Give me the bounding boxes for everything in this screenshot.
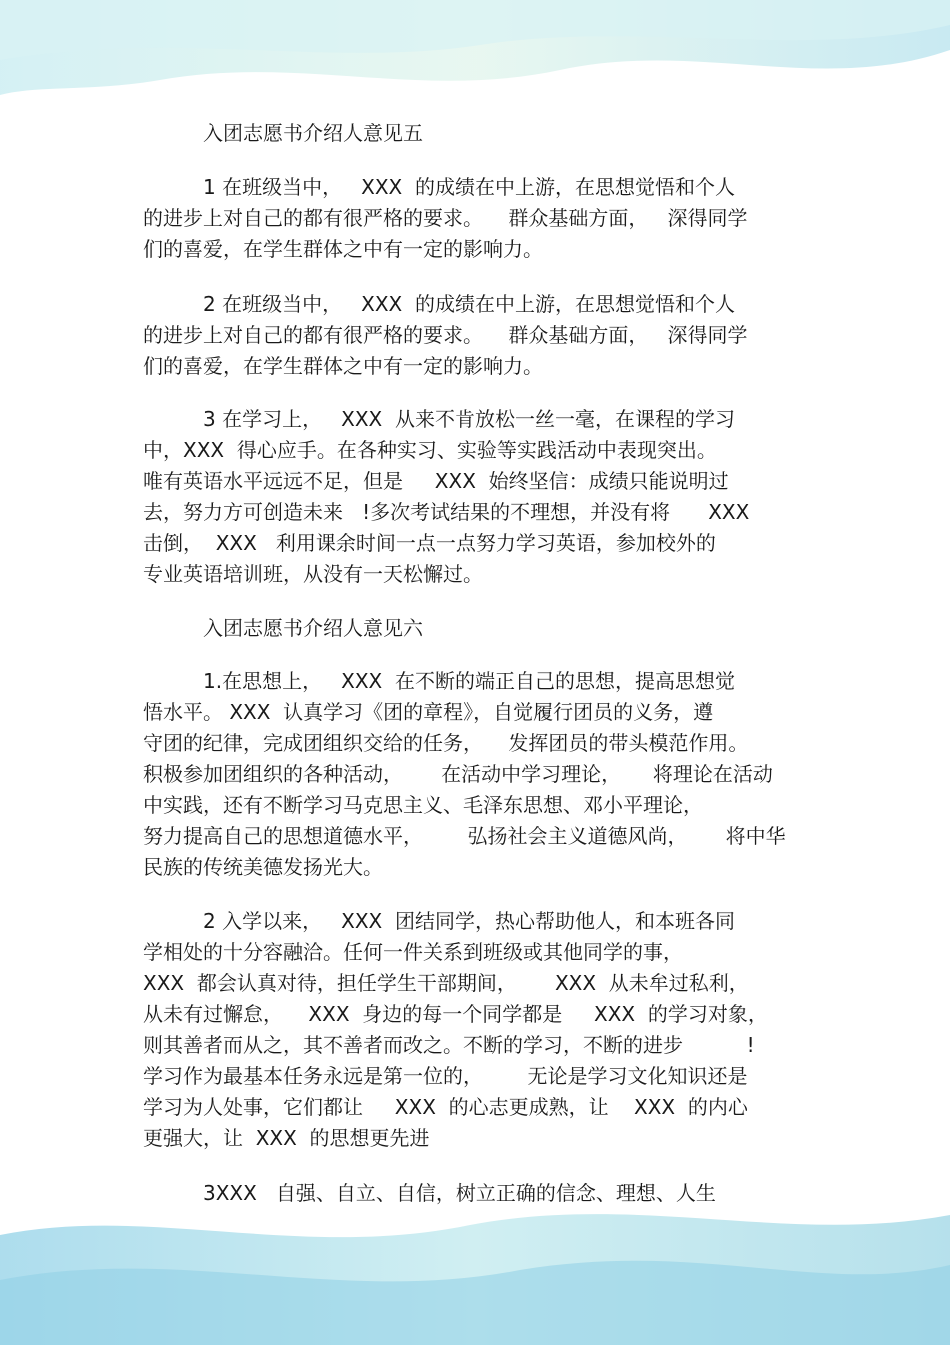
text-line: 悟水平。 XXX 认真学习《团的章程》，自觉履行团员的义务，遵 [143, 700, 714, 724]
text-line: 1 在班级当中， XXX 的成绩在中上游，在思想觉悟和个人 [203, 175, 735, 199]
text-line: 们的喜爱，在学生群体之中有一定的影响力。 [143, 354, 543, 378]
text-line: 3 在学习上， XXX 从来不肯放松一丝一毫，在课程的学习 [203, 407, 735, 431]
text-line: 2 在班级当中， XXX 的成绩在中上游，在思想觉悟和个人 [203, 292, 735, 316]
text-line: 们的喜爱，在学生群体之中有一定的影响力。 [143, 237, 543, 261]
section-heading: 入团志愿书介绍人意见六 [203, 616, 423, 640]
text-line: 努力提高自己的思想道德水平， 弘扬社会主义道德风尚， 将中华 [143, 824, 786, 848]
text-line: XXX 都会认真对待，担任学生干部期间， XXX 从未牟过私利， [143, 971, 749, 995]
text-line: 更强大，让 XXX 的思想更先进 [143, 1126, 430, 1150]
text-line: 中，XXX 得心应手。在各种实习、实验等实践活动中表现突出。 [143, 438, 717, 462]
text-line: 学习作为最基本任务永远是第一位的， 无论是学习文化知识还是 [143, 1064, 748, 1088]
paragraph [143, 172, 808, 265]
section-heading: 入团志愿书介绍人意见五 [203, 121, 423, 145]
text-line: 1.在思想上， XXX 在不断的端正自己的思想，提高思想觉 [203, 669, 735, 693]
paragraph [143, 289, 808, 382]
text-line: 守团的纪律，完成团组织交给的任务， 发挥团员的带头模范作用。 [143, 731, 749, 755]
text-line: 民族的传统美德发扬光大。 [143, 855, 383, 879]
paragraph [143, 906, 808, 1154]
paragraph [143, 1178, 808, 1209]
text-line: 积极参加团组织的各种活动， 在活动中学习理论， 将理论在活动 [143, 762, 773, 786]
text-line: 则其善者而从之，其不善者而改之。不断的学习，不断的进步 ! [143, 1033, 755, 1057]
paragraph [143, 404, 808, 590]
text-line: 学相处的十分容融洽。任何一件关系到班级或其他同学的事， [143, 940, 683, 964]
text-line: 专业英语培训班，从没有一天松懈过。 [143, 562, 483, 586]
text-line: 去，努力方可创造未来 !多次考试结果的不理想，并没有将 XXX [143, 500, 750, 524]
text-line: 2 入学以来， XXX 团结同学，热心帮助他人，和本班各同 [203, 909, 735, 933]
text-line: 唯有英语水平远远不足，但是 XXX 始终坚信：成绩只能说明过 [143, 469, 729, 493]
text-line: 击倒， XXX 利用课余时间一点一点努力学习英语，参加校外的 [143, 531, 716, 555]
text-line: 的进步上对自己的都有很严格的要求。 群众基础方面， 深得同学 [143, 323, 748, 347]
text-line: 中实践，还有不断学习马克思主义、毛泽东思想、邓小平理论， [143, 793, 703, 817]
text-line: 3XXX 自强、自立、自信，树立正确的信念、理想、人生 [203, 1181, 716, 1205]
text-line: 从未有过懈怠， XXX 身边的每一个同学都是 XXX 的学习对象， [143, 1002, 768, 1026]
text-line: 的进步上对自己的都有很严格的要求。 群众基础方面， 深得同学 [143, 206, 748, 230]
paragraph [143, 666, 808, 883]
text-line: 学习为人处事，它们都让 XXX 的心志更成熟，让 XXX 的内心 [143, 1095, 748, 1119]
